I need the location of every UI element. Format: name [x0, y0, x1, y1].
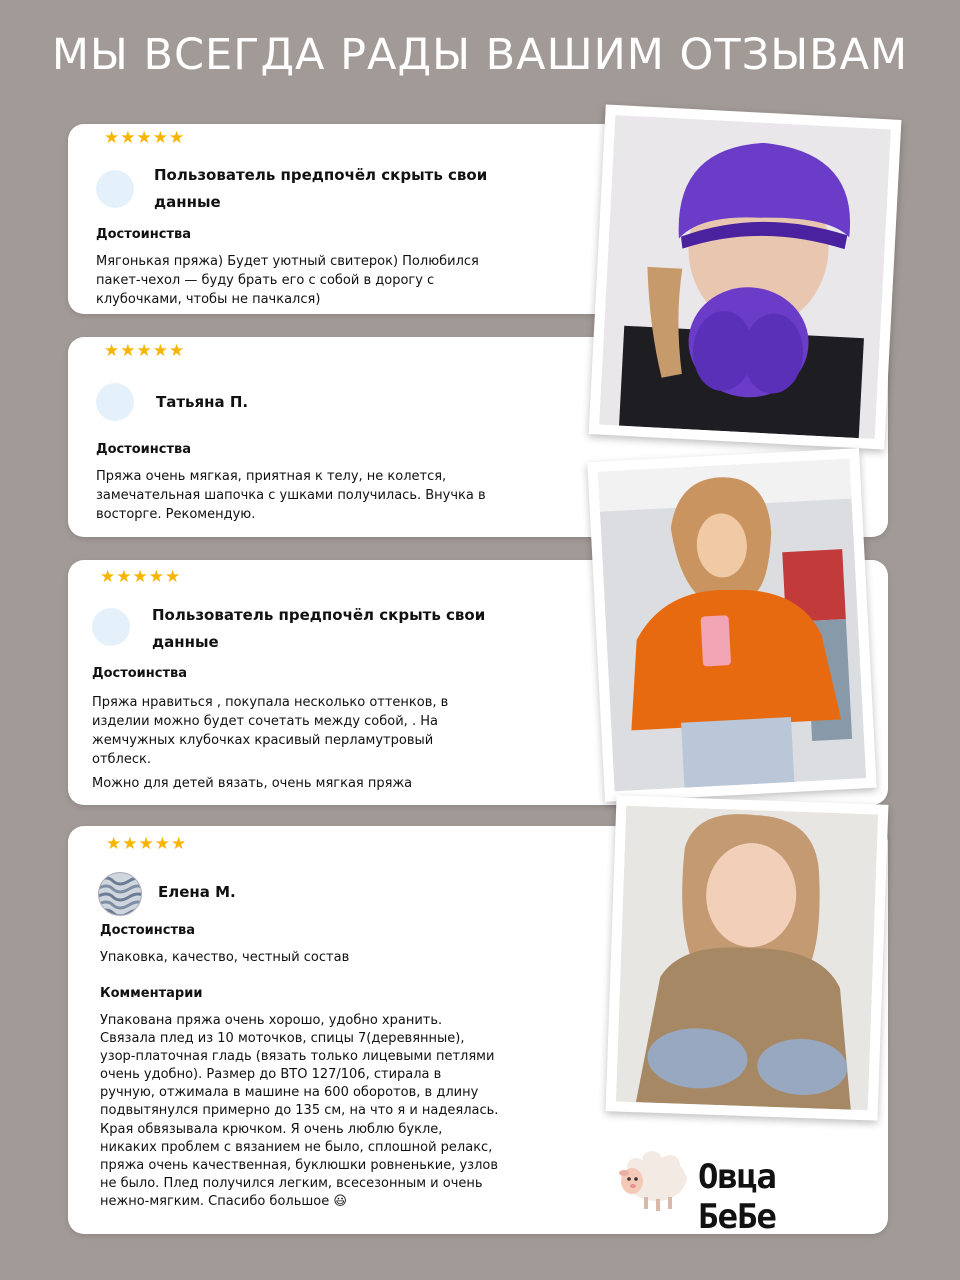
photo-purple-hat: [589, 104, 902, 449]
avatar: [92, 608, 130, 646]
woman-orange-jacket-image: [598, 459, 866, 792]
review-text: Упаковка, качество, честный состав: [100, 950, 350, 965]
pros-label: Достоинства: [96, 227, 192, 242]
sheep-logo-icon: [612, 1145, 692, 1215]
pros-label: Достоинства: [96, 442, 192, 457]
review-text: Мягонькая пряжа) Будет уютный свитерок) Полюбился пакет-чехол — буду брать его с собой в дорогу с клубочками, чтобы не пачкался): [96, 254, 479, 307]
brand-logo: [612, 1145, 862, 1237]
review-comment: Упакована пряжа очень хорошо, удобно хранить. Связала плед из 10 моточков, спицы 7(деревянные), узор-платочная гладь (вязать только лицевыми петлями очень удобно). Размер до ВТО 127/106, стирала в ручную, отжимала в машине на 600 оборотов, в длину подвытянулся примерно до 135 см, на что я и надеялась. Края обвязывала крючком. Я очень люблю букле, никаких проблем с вязанием не было, сплошной релакс, пряжа очень качественная, буклюшки ровненькие, узлов не было. Плед получился легким, всесезонным и очень нежно-мягким. Спасибо большое 😃: [100, 1013, 499, 1209]
photo-orange-jacket: [587, 448, 876, 802]
reviewer-name: Пользователь предпочёл скрыть свои данные: [152, 606, 486, 651]
avatar: [96, 383, 134, 421]
review-text: Пряжа очень мягкая, приятная к телу, не колется, замечательная шапочка с ушками получилась. Внучка в восторге. Рекомендую.: [96, 469, 486, 522]
photo-beige-sweater: [606, 795, 889, 1120]
rating-stars: ★★★★★: [104, 128, 186, 148]
rating-stars: ★★★★★: [100, 567, 182, 587]
wave-pattern-icon: [99, 873, 141, 915]
pros-label: Достоинства: [100, 923, 196, 938]
avatar: [96, 170, 134, 208]
child-purple-hat-image: [599, 115, 891, 439]
rating-stars: ★★★★★: [104, 341, 186, 361]
rating-stars: ★★★★★: [106, 834, 188, 854]
pros-label: Достоинства: [92, 666, 188, 681]
child-beige-sweater-image: [616, 806, 878, 1111]
brand-name: Овца БеБе: [698, 1157, 776, 1237]
page-title: МЫ ВСЕГДА РАДЫ ВАШИМ ОТЗЫВАМ: [51, 30, 909, 80]
comments-label: Комментарии: [100, 986, 203, 1001]
reviewer-name: Татьяна П.: [156, 393, 249, 411]
reviewer-name: Пользователь предпочёл скрыть свои данные: [154, 166, 488, 211]
review-text: Пряжа нравиться , покупала несколько оттенков, в изделии можно будет сочетать между собой, . На жемчужных клубочках красивый перламутровый отблеск.: [92, 695, 449, 767]
reviewer-name: Елена М.: [158, 883, 236, 901]
review-text-extra: Можно для детей вязать, очень мягкая пряжа: [92, 776, 413, 791]
avatar: [98, 872, 142, 916]
